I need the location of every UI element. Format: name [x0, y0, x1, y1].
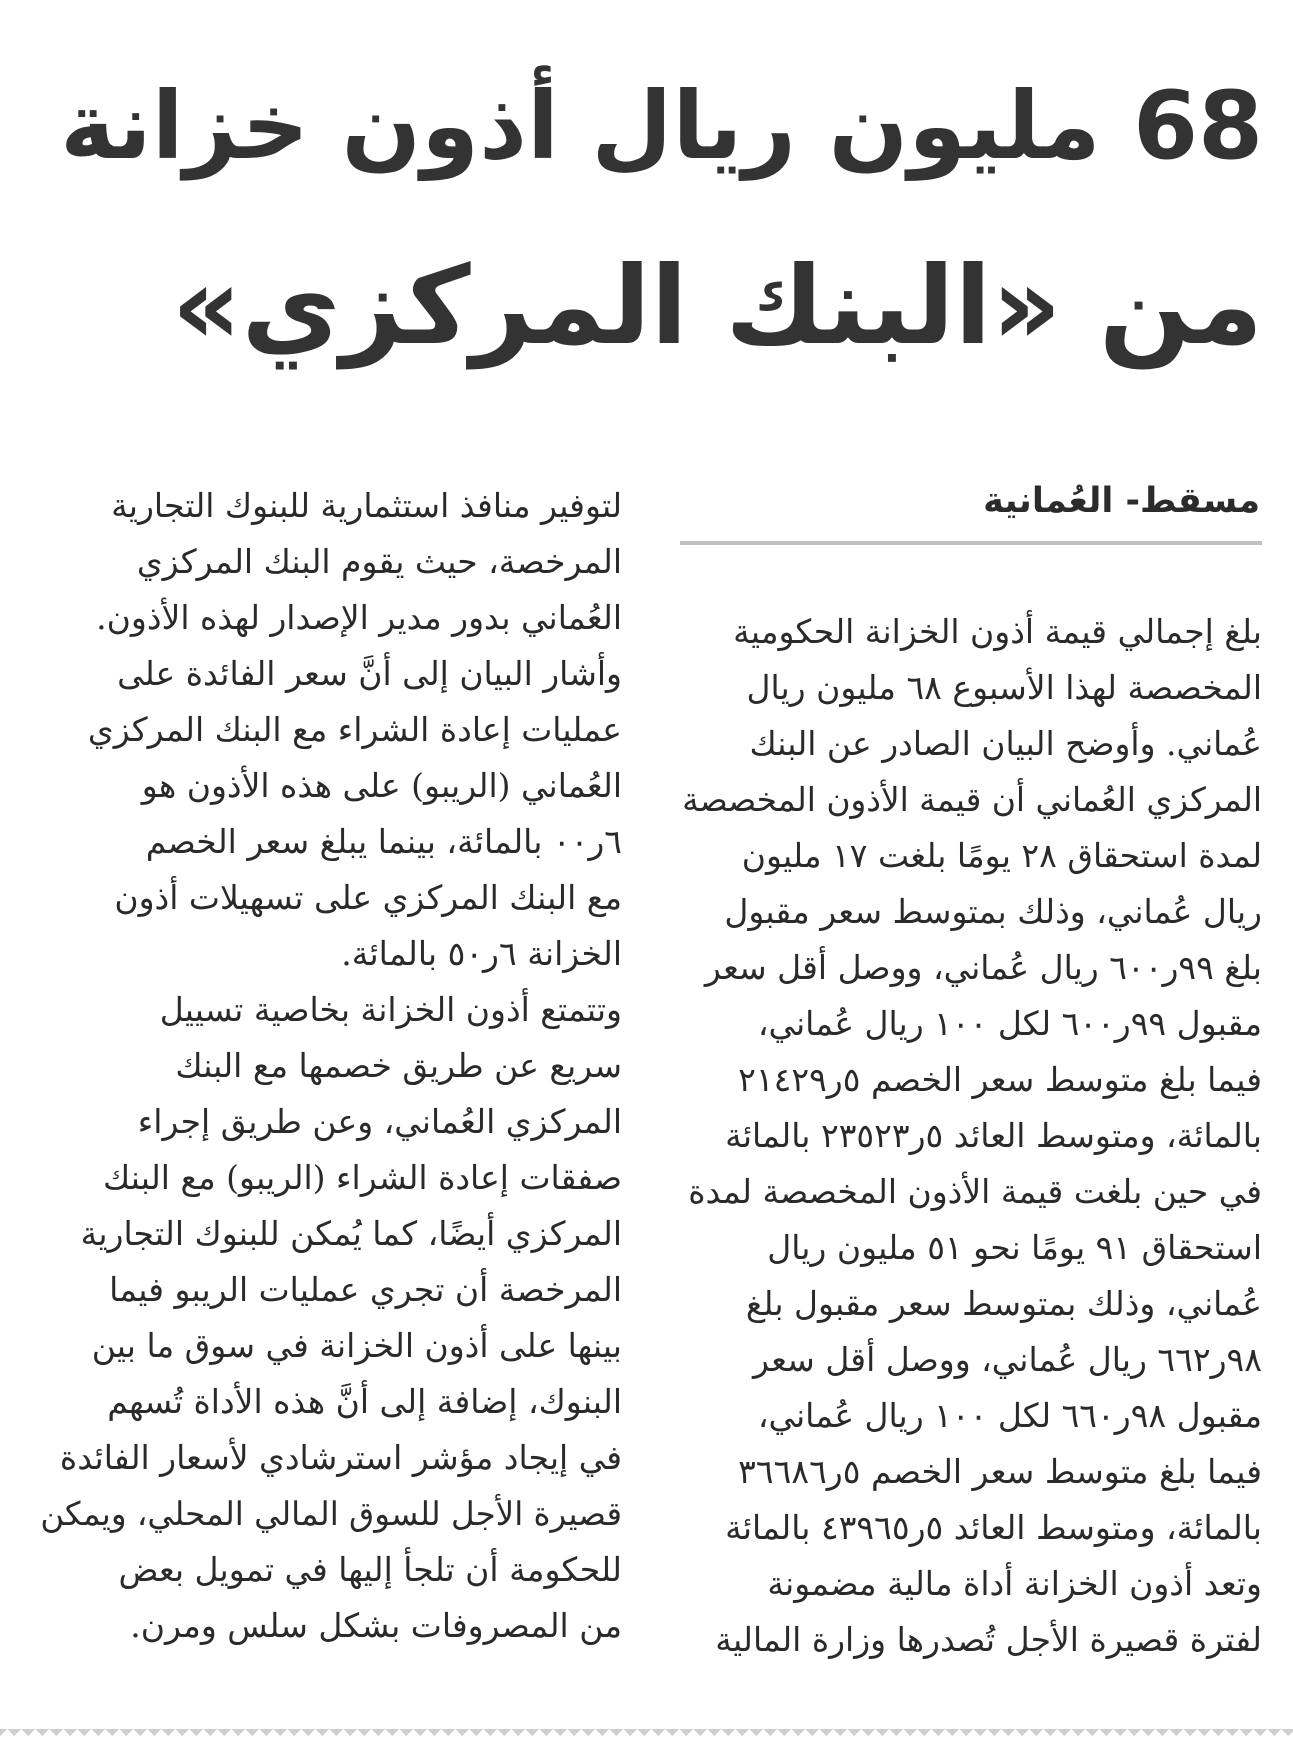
- text-line: بالمائة، ومتوسط العائد ٥ر٢٣٥٢٣ بالمائة: [725, 1116, 1262, 1155]
- text-line: المرخصة أن تجري عمليات الريبو فيما: [109, 1270, 622, 1309]
- text-line: ٦ر٠٠ بالمائة، بينما يبلغ سعر الخصم: [145, 822, 622, 861]
- article-column-left: [40, 478, 622, 1654]
- text-line: قصيرة الأجل للسوق المالي المحلي، ويمكن: [40, 1495, 622, 1533]
- text-line: وتعد أذون الخزانة أداة مالية مضمونة: [767, 1564, 1262, 1603]
- text-line: المخصصة لهذا الأسبوع ٦٨ مليون ريال: [746, 668, 1262, 707]
- article-column-right: [682, 604, 1262, 1668]
- text-line: ٩٨ر٦٦٢ ريال عُماني، ووصل أقل سعر: [753, 1340, 1262, 1379]
- text-line: الخزانة ٦ر٥٠ بالمائة.: [341, 934, 622, 973]
- text-line: في إيجاد مؤشر استرشادي لأسعار الفائدة: [59, 1438, 622, 1477]
- text-line: مع البنك المركزي على تسهيلات أذون: [114, 878, 622, 917]
- text-line: صفقات إعادة الشراء (الريبو) مع البنك: [103, 1158, 622, 1197]
- decorative-bottom-border: [0, 1729, 1293, 1743]
- text-line: لمدة استحقاق ٢٨ يومًا بلغت ١٧ مليون: [741, 836, 1262, 875]
- text-line: العُماني (الريبو) على هذه الأذون هو: [141, 766, 622, 805]
- text-line: المرخصة، حيث يقوم البنك المركزي: [136, 542, 622, 581]
- text-line: البنوك، إضافة إلى أنَّ هذه الأداة تُسهم: [107, 1382, 622, 1421]
- text-line: لفترة قصيرة الأجل تُصدرها وزارة المالية: [715, 1620, 1262, 1659]
- text-line: ريال عُماني، وذلك بمتوسط سعر مقبول: [724, 892, 1262, 931]
- text-line: وتتمتع أذون الخزانة بخاصية تسييل: [159, 990, 622, 1029]
- dateline: مسقط- العُمانية: [983, 481, 1260, 521]
- text-line: العُماني بدور مدير الإصدار لهذه الأذون.: [96, 598, 622, 637]
- headline-line-2: من «البنك المركزي»: [171, 244, 1263, 369]
- text-line: بالمائة، ومتوسط العائد ٥ر٤٣٩٦٥ بالمائة: [725, 1508, 1262, 1547]
- text-line: المركزي العُماني، وعن طريق إجراء: [137, 1102, 622, 1141]
- text-line: وأشار البيان إلى أنَّ سعر الفائدة على: [117, 654, 622, 693]
- dateline-divider: [680, 541, 1262, 545]
- text-line: فيما بلغ متوسط سعر الخصم ٥ر٣٦٦٨٦: [738, 1452, 1262, 1491]
- text-line: المركزي العُماني أن قيمة الأذون المخصصة: [682, 781, 1262, 819]
- text-line: بينها على أذون الخزانة في سوق ما بين: [91, 1326, 622, 1365]
- text-line: المركزي أيضًا، كما يُمكن للبنوك التجارية: [80, 1214, 622, 1253]
- text-line: لتوفير منافذ استثمارية للبنوك التجارية: [111, 486, 622, 525]
- text-line: للحكومة أن تلجأ إليها في تمويل بعض: [118, 1550, 622, 1589]
- text-line: سريع عن طريق خصمها مع البنك: [175, 1046, 622, 1085]
- text-line: استحقاق ٩١ يومًا نحو ٥١ مليون ريال: [767, 1228, 1262, 1267]
- text-line: عُماني. وأوضح البيان الصادر عن البنك: [749, 724, 1262, 763]
- text-line: عُماني، وذلك بمتوسط سعر مقبول بلغ: [745, 1284, 1262, 1323]
- text-line: مقبول ٩٨ر٦٦٠ لكل ١٠٠ ريال عُماني،: [757, 1396, 1262, 1435]
- text-line: مقبول ٩٩ر٦٠٠ لكل ١٠٠ ريال عُماني،: [757, 1004, 1262, 1043]
- headline-line-1: 68 مليون ريال أذون خزانة: [60, 72, 1263, 181]
- text-line: في حين بلغت قيمة الأذون المخصصة لمدة: [688, 1172, 1262, 1211]
- text-line: من المصروفات بشكل سلس ومرن.: [130, 1606, 622, 1645]
- text-line: فيما بلغ متوسط سعر الخصم ٥ر٢١٤٢٩: [738, 1060, 1262, 1099]
- text-line: بلغ ٩٩ر٦٠٠ ريال عُماني، ووصل أقل سعر: [704, 948, 1262, 987]
- text-line: بلغ إجمالي قيمة أذون الخزانة الحكومية: [733, 612, 1262, 651]
- text-line: عمليات إعادة الشراء مع البنك المركزي: [87, 710, 622, 749]
